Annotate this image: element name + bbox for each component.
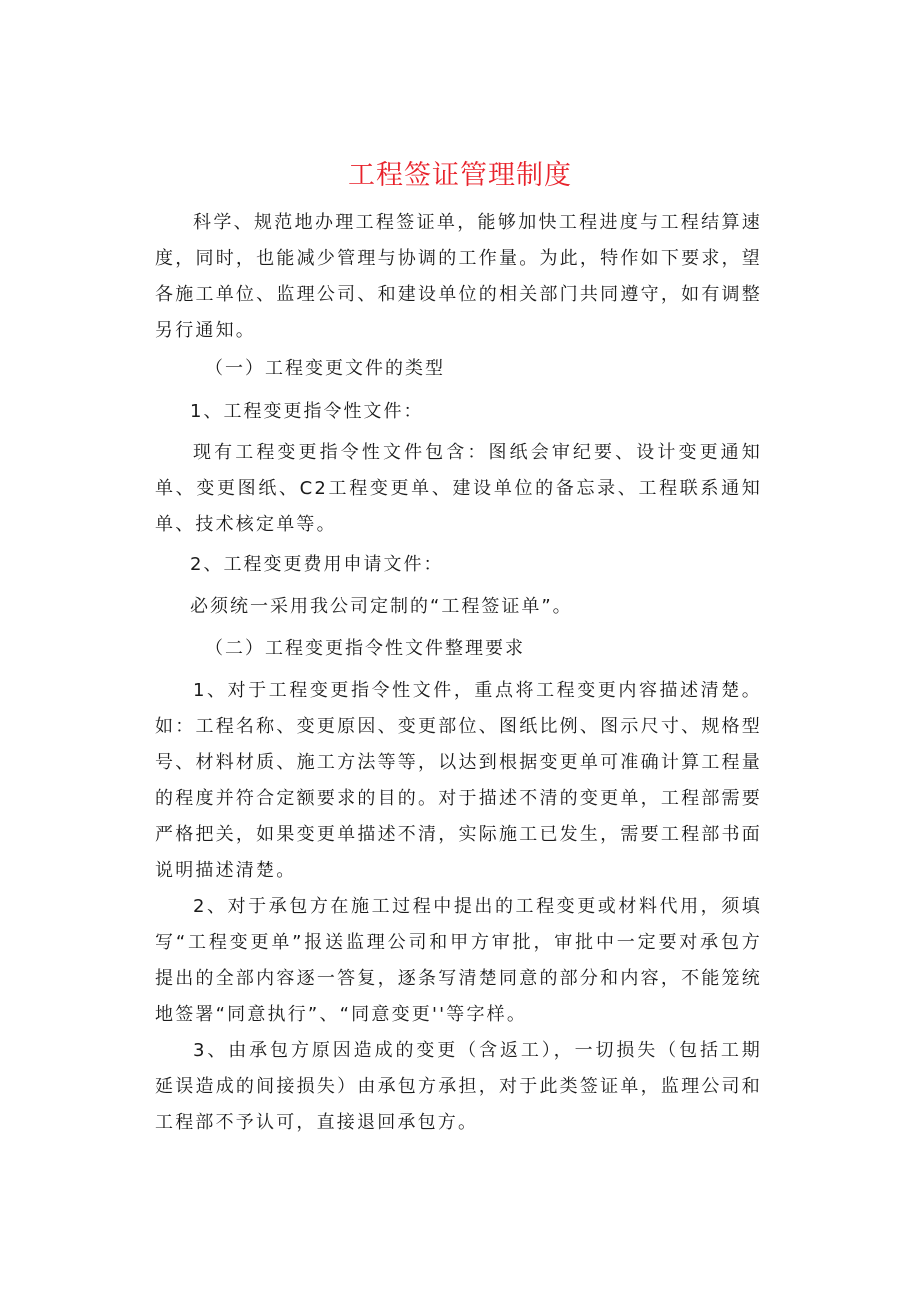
item2-body: 必须统一采用我公司定制的“工程签证单”。 [190, 596, 573, 617]
section2-heading: （二）工程变更指令性文件整理要求 [205, 638, 525, 659]
document-title: 工程签证管理制度 [348, 160, 572, 191]
requirement-2: 2、对于承包方在施工过程中提出的工程变更或材料代用，须填写“工程变更单”报送监理公司和甲方审批，审批中一定要对承包方提出的全部内容逐一答复，逐条写清楚同意的部分和内容，不能笼统地签署“同意执行”、“同意变更''等字样。 [155, 896, 762, 1025]
intro-paragraph: 科学、规范地办理工程签证单，能够加快工程进度与工程结算速度，同时，也能减少管理与协调的工作量。为此，特作如下要求，望各施工单位、监理公司、和建设单位的相关部门共同遵守，如有调整另行通知。 [155, 212, 762, 341]
requirement-1: 1、对于工程变更指令性文件，重点将工程变更内容描述清楚。如：工程名称、变更原因、变更部位、图纸比例、图示尺寸、规格型号、材料材质、施工方法等等，以达到根据变更单可准确计算工程量的程度并符合定额要求的目的。对于描述不清的变更单，工程部需要严格把关，如果变更单描述不清，实际施工已发生，需要工程部书面说明描述清楚。 [155, 680, 762, 881]
section1-heading: （一）工程变更文件的类型 [205, 358, 445, 379]
item1-heading: 1、工程变更指令性文件： [190, 401, 424, 422]
requirement-3: 3、由承包方原因造成的变更（含返工），一切损失（包括工期延误造成的间接损失）由承包方承担，对于此类签证单，监理公司和工程部不予认可，直接退回承包方。 [155, 1040, 762, 1133]
item1-body: 现有工程变更指令性文件包含：图纸会审纪要、设计变更通知单、变更图纸、C2工程变更单、建设单位的备忘录、工程联系通知单、技术核定单等。 [155, 442, 762, 535]
item2-heading: 2、工程变更费用申请文件： [190, 554, 444, 575]
